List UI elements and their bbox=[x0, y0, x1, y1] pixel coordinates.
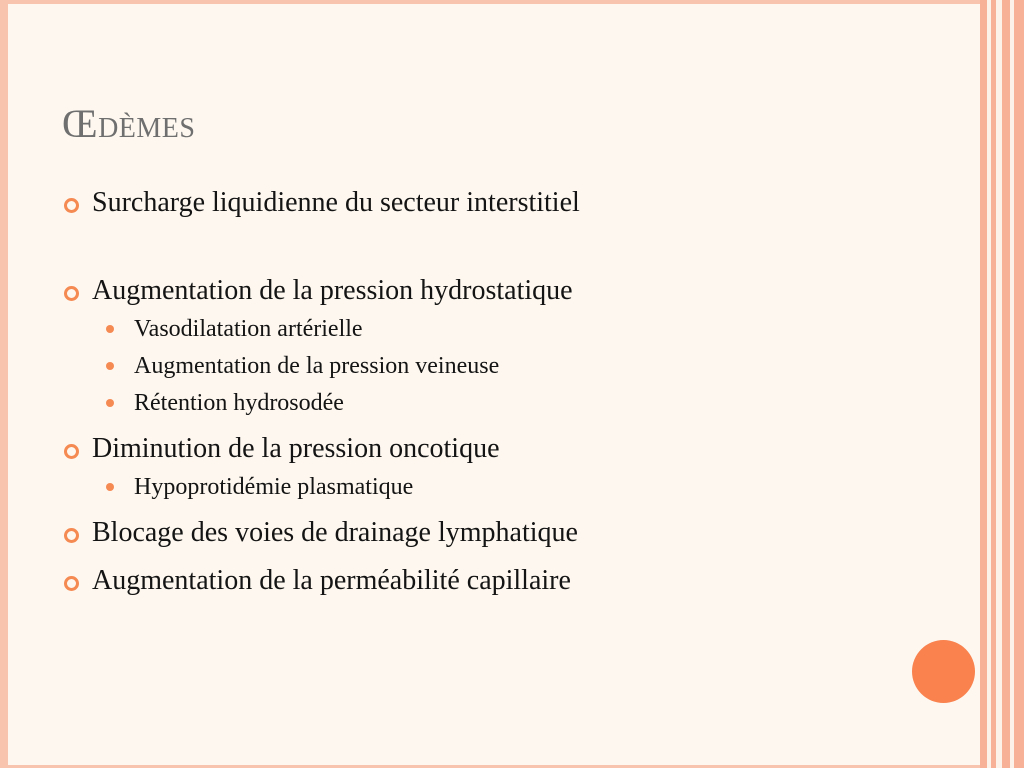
sub-bullet-item bbox=[62, 389, 962, 418]
decorative-circle bbox=[912, 640, 975, 703]
bullet-item bbox=[62, 186, 962, 220]
bullet-item bbox=[62, 564, 962, 598]
slide-title: Œdèmes bbox=[62, 101, 196, 146]
bullet-text: Augmentation de la perméabilité capillaire bbox=[92, 564, 571, 596]
bullet-text: Diminution de la pression oncotique bbox=[92, 432, 500, 464]
sub-bullet-text: Rétention hydrosodée bbox=[134, 389, 344, 416]
bullet-text: Surcharge liquidienne du secteur interstitiel bbox=[92, 187, 580, 218]
stripe bbox=[980, 0, 987, 768]
bullet-list bbox=[62, 186, 962, 611]
dot-bullet-icon bbox=[106, 399, 114, 407]
bullet-text: Blocage des voies de drainage lymphatique bbox=[92, 516, 578, 548]
ring-bullet-icon bbox=[64, 286, 79, 301]
ring-bullet-icon bbox=[64, 198, 79, 213]
slide-frame-top bbox=[0, 0, 1024, 4]
ring-bullet-icon bbox=[64, 444, 79, 459]
slide-frame-left bbox=[0, 0, 8, 768]
bullet-text: Augmentation de la pression hydrostatique bbox=[92, 274, 573, 306]
bullet-item bbox=[62, 516, 962, 550]
ring-bullet-icon bbox=[64, 528, 79, 543]
sub-bullet-text: Augmentation de la pression veineuse bbox=[134, 352, 500, 379]
sub-bullet-item bbox=[62, 315, 962, 344]
dot-bullet-icon bbox=[106, 325, 114, 333]
stripe bbox=[1002, 0, 1010, 768]
ring-bullet-icon bbox=[64, 576, 79, 591]
bullet-item bbox=[62, 274, 962, 308]
sub-bullet-item bbox=[62, 473, 962, 502]
sub-bullet-text: Hypoprotidémie plasmatique bbox=[134, 474, 414, 501]
sub-bullet-text: Vasodilatation artérielle bbox=[134, 316, 363, 343]
dot-bullet-icon bbox=[106, 362, 114, 370]
dot-bullet-icon bbox=[106, 483, 114, 491]
sub-bullet-item bbox=[62, 352, 962, 381]
stripe bbox=[1014, 0, 1024, 768]
bullet-item bbox=[62, 432, 962, 466]
